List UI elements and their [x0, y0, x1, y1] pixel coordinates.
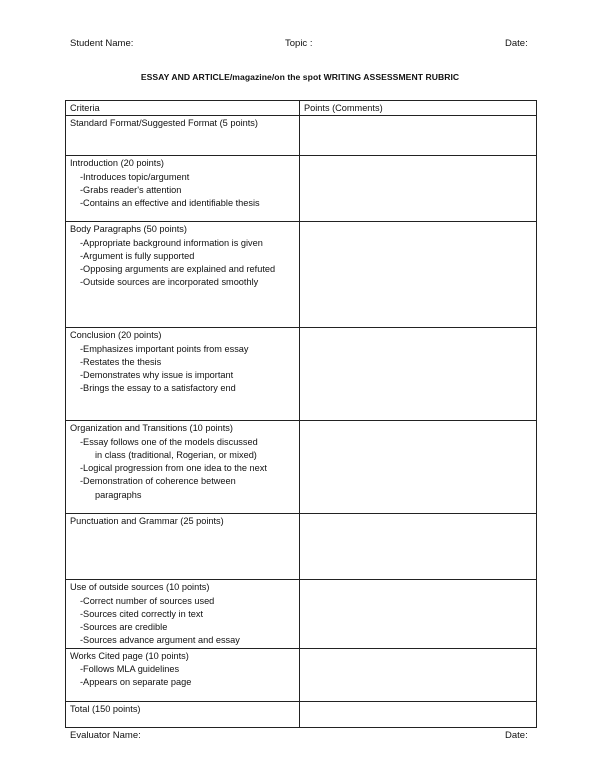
- criteria-cell: [66, 514, 300, 580]
- points-header: Points (Comments): [300, 101, 537, 116]
- criteria-item: -Grabs reader's attention: [80, 184, 182, 195]
- table-row: [66, 514, 537, 580]
- criteria-item: -Brings the essay to a satisfactory end: [80, 383, 236, 394]
- criteria-cell: [66, 116, 300, 156]
- table-row: [66, 328, 537, 421]
- criteria-item: -Sources are credible: [80, 622, 168, 633]
- points-cell: [300, 328, 537, 421]
- table-row: [66, 156, 537, 222]
- table-row: [66, 116, 537, 156]
- table-row: [66, 580, 537, 648]
- criteria-item: -Sources cited correctly in text: [80, 608, 204, 619]
- criteria-title: Use of outside sources (10 points): [70, 582, 210, 593]
- points-cell: [300, 580, 537, 648]
- table-row: [66, 421, 537, 514]
- date-label: Date:: [505, 38, 528, 49]
- points-cell: [300, 222, 537, 328]
- criteria-cell: [66, 648, 300, 701]
- criteria-item: -Demonstration of coherence between: [80, 476, 236, 487]
- points-cell: [300, 701, 537, 727]
- table-header-row: [66, 101, 537, 116]
- points-cell: [300, 116, 537, 156]
- criteria-item: -Correct number of sources used: [80, 595, 215, 606]
- criteria-item: -Restates the thesis: [80, 356, 162, 367]
- criteria-item: -Logical progression from one idea to the next: [80, 463, 267, 474]
- criteria-title: Body Paragraphs (50 points): [70, 224, 187, 235]
- criteria-cell: [66, 701, 300, 727]
- criteria-title: Organization and Transitions (10 points): [70, 423, 233, 434]
- student-name-label: Student Name:: [70, 38, 134, 49]
- points-cell: [300, 421, 537, 514]
- points-cell: [300, 156, 537, 222]
- criteria-title: Works Cited page (10 points): [70, 650, 189, 661]
- points-cell: [300, 648, 537, 701]
- criteria-item: in class (traditional, Rogerian, or mixed): [95, 449, 257, 460]
- topic-label: Topic :: [285, 38, 313, 49]
- criteria-title: Standard Format/Suggested Format (5 points): [70, 118, 258, 129]
- criteria-item: -Appears on separate page: [80, 677, 192, 688]
- evaluator-name-label: Evaluator Name:: [70, 730, 141, 741]
- rubric-title: ESSAY AND ARTICLE/magazine/on the spot WRITING ASSESSMENT RUBRIC: [140, 72, 460, 82]
- criteria-title: Introduction (20 points): [70, 158, 164, 169]
- table-row: [66, 648, 537, 701]
- table-row: [66, 222, 537, 328]
- criteria-item: -Sources advance argument and essay: [80, 635, 240, 646]
- criteria-item: -Contains an effective and identifiable thesis: [80, 198, 260, 209]
- criteria-title: Conclusion (20 points): [70, 330, 162, 341]
- criteria-item: -Argument is fully supported: [80, 250, 195, 261]
- criteria-item: -Emphasizes important points from essay: [80, 343, 249, 354]
- criteria-item: paragraphs: [95, 489, 142, 500]
- rubric-table: [65, 100, 537, 728]
- criteria-item: -Outside sources are incorporated smoothly: [80, 277, 259, 288]
- criteria-item: -Appropriate background information is given: [80, 237, 263, 248]
- criteria-cell: [66, 421, 300, 514]
- criteria-title: Total (150 points): [70, 703, 141, 714]
- criteria-item: -Essay follows one of the models discussed: [80, 436, 258, 447]
- criteria-cell: [66, 580, 300, 648]
- footer-date-label: Date:: [505, 730, 528, 741]
- criteria-cell: [66, 156, 300, 222]
- criteria-header: Criteria: [66, 101, 300, 116]
- criteria-item: -Follows MLA guidelines: [80, 664, 180, 675]
- criteria-title: Punctuation and Grammar (25 points): [70, 516, 224, 527]
- criteria-item: -Demonstrates why issue is important: [80, 370, 234, 381]
- points-cell: [300, 514, 537, 580]
- criteria-cell: [66, 328, 300, 421]
- table-row: [66, 701, 537, 727]
- criteria-item: -Introduces topic/argument: [80, 171, 190, 182]
- criteria-item: -Opposing arguments are explained and refuted: [80, 264, 276, 275]
- criteria-cell: [66, 222, 300, 328]
